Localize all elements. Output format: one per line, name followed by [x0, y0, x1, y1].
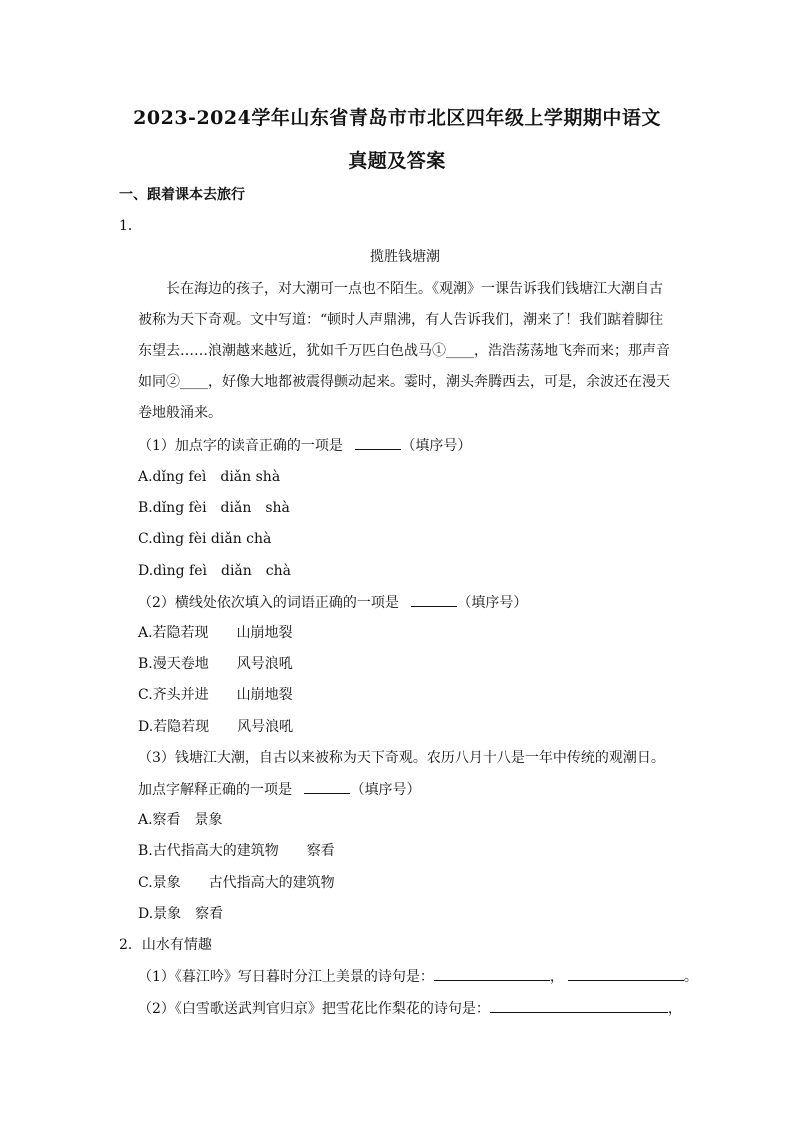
question-number: 1．	[119, 218, 142, 234]
answer-blank[interactable]	[304, 779, 350, 794]
answer-blank[interactable]	[568, 966, 684, 981]
sub-question-suffix: （填序号）	[401, 438, 472, 454]
passage-line: 被称为天下奇观。文中写道：“顿时人声鼎沸，有人告诉我们，潮来了！我们踮着脚往	[138, 312, 664, 328]
option-a: A.若隐若现 山崩地裂	[138, 625, 293, 641]
answer-blank[interactable]	[355, 435, 401, 450]
option-a: A.察看 景象	[138, 812, 223, 828]
sub-question-stem: 加点字解释正确的一项是	[138, 782, 292, 798]
q2-line2-text: （2）《白雪歌送武判官归京》把雪花比作梨花的诗句是：	[138, 1001, 490, 1017]
question-2-heading: 2．山水有情趣	[119, 937, 212, 953]
q2-line1-text: （1）《暮江吟》写日暮时分江上美景的诗句是：	[138, 969, 434, 985]
passage-line: 东望去……浪潮越来越近，犹如千万匹白色战马①____，浩浩荡荡地飞奔而来；那声音	[138, 343, 670, 359]
option-b: B.dǐng fèi diǎn shà	[138, 500, 290, 516]
document-title-line2: 真题及答案	[348, 150, 446, 172]
document-title-line1: 2023-2024学年山东省青岛市市北区四年级上学期期中语文	[133, 107, 661, 129]
sub-question-suffix: （填序号）	[350, 782, 421, 798]
answer-blank[interactable]	[434, 966, 550, 981]
option-d: D.景象 察看	[138, 906, 224, 922]
sub-question-1	[138, 435, 471, 456]
sub-question-3-line2	[138, 779, 420, 800]
q2-line1-end: 。	[683, 969, 698, 985]
q2-line2	[138, 998, 682, 1019]
passage-title: 揽胜钱塘潮	[370, 249, 440, 265]
section-heading: 一、跟着课本去旅行	[119, 187, 245, 203]
option-b: B.古代指高大的建筑物 察看	[138, 843, 335, 859]
q2-line1	[138, 966, 698, 987]
option-c: C.dìng fèi diǎn chà	[138, 531, 272, 547]
passage-line: 如同②____，好像大地都被震得颤动起来。霎时，潮头奔腾西去，可是，余波还在漫天	[138, 374, 670, 390]
q2-line2-end: ，	[667, 1001, 682, 1017]
option-c: C.齐头并进 山崩地裂	[138, 687, 293, 703]
answer-blank[interactable]	[411, 592, 457, 607]
passage-line: 卷地般涌来。	[138, 405, 222, 421]
sub-question-suffix: （填序号）	[457, 595, 528, 611]
option-c: C.景象 古代指高大的建筑物	[138, 875, 335, 891]
option-d: D.dìng feì diǎn chà	[138, 563, 291, 579]
answer-blank[interactable]	[490, 998, 668, 1013]
sub-question-stem: （2）横线处依次填入的词语正确的一项是	[138, 595, 399, 611]
q2-line1-sep: ，	[549, 969, 564, 985]
sub-question-2	[138, 592, 527, 613]
option-d: D.若隐若现 风号浪吼	[138, 719, 294, 735]
option-b: B.漫天卷地 风号浪吼	[138, 656, 293, 672]
passage-line: 长在海边的孩子，对大潮可一点也不陌生。《观潮》一课告诉我们钱塘江大潮自古	[166, 281, 663, 297]
sub-question-3-line1: （3）钱塘江大潮，自古以来被称为天下奇观。农历八月十八是一年中传统的观潮日。	[138, 750, 665, 766]
sub-question-stem: （1）加点字的读音正确的一项是	[138, 438, 343, 454]
option-a: A.dǐng feì diǎn shà	[138, 469, 281, 485]
